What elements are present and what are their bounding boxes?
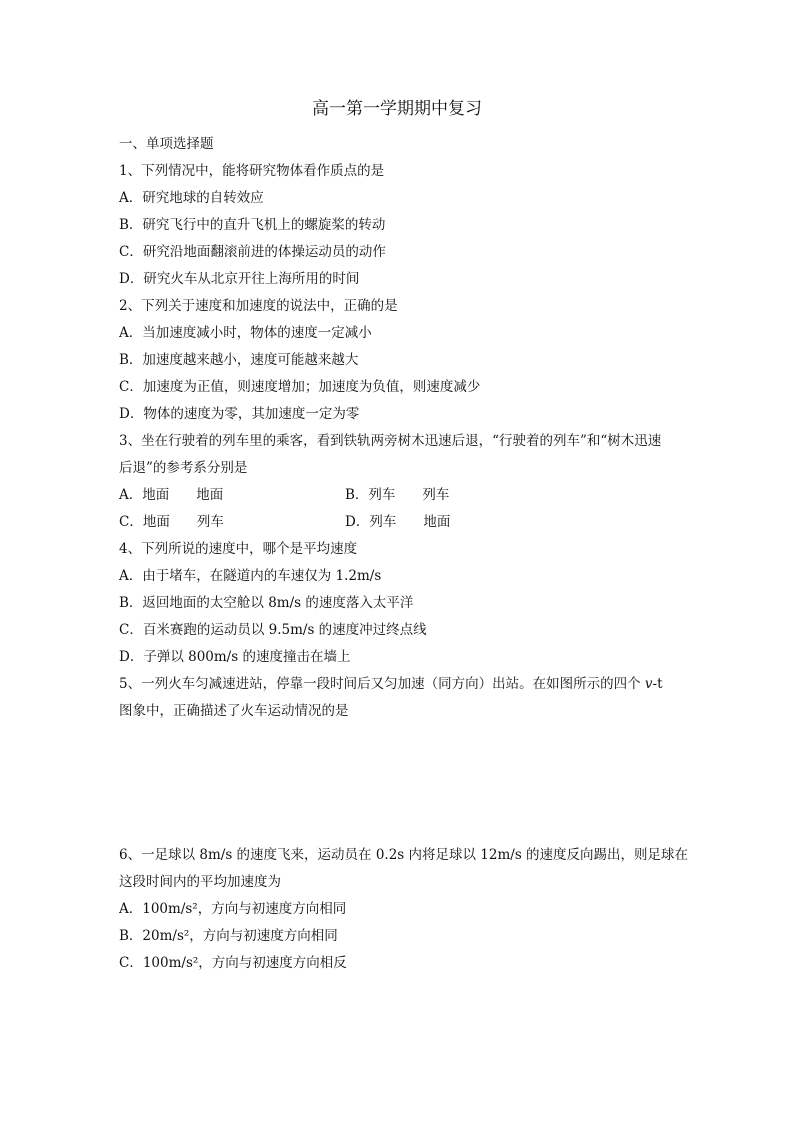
q5-stem-t: -t xyxy=(652,676,663,692)
page-title: 高一第一学期期中复习 xyxy=(312,99,482,119)
q3-option-d: D．列车 地面 xyxy=(345,514,451,530)
q6-stem-line2: 这段时间内的平均加速度为 xyxy=(119,874,281,890)
q3-options-row2 xyxy=(119,509,679,536)
q5-stem-v: v xyxy=(640,676,653,692)
q5-figure-placeholder xyxy=(119,725,679,842)
q5-stem-text: 5、一列火车匀减速进站，停靠一段时间后又匀加速（同方向）出站。在如图所示的四个 xyxy=(119,676,641,692)
q4-stem: 4、下列所说的速度中，哪个是平均速度 xyxy=(119,541,358,557)
q2-option-a: A．当加速度减小时，物体的速度一定减小 xyxy=(119,325,372,341)
q6-stem-line1: 6、一足球以 8m/s 的速度飞来，运动员在 0.2s 内将足球以 12m/s 的速度反向踢出，则足球在 xyxy=(119,847,689,863)
q3-stem-line2: 后退”的参考系分别是 xyxy=(119,460,248,476)
q1-option-b: B．研究飞行中的直升飞机上的螺旋桨的转动 xyxy=(119,217,386,233)
q1-option-a: A．研究地球的自转效应 xyxy=(119,190,264,206)
question-list xyxy=(119,131,689,977)
q2-option-d: D．物体的速度为零，其加速度一定为零 xyxy=(119,406,360,422)
q1-option-d: D．研究火车从北京开往上海所用的时间 xyxy=(119,271,360,287)
q2-option-c: C．加速度为正值，则速度增加；加速度为负值，则速度减少 xyxy=(119,379,481,395)
q3-option-c: C．地面 列车 xyxy=(119,514,224,530)
q5-stem-line2: 图象中，正确描述了火车运动情况的是 xyxy=(119,703,349,719)
q6-option-b: B．20m/s²，方向与初速度方向相同 xyxy=(119,928,338,944)
q4-option-d: D．子弹以 800m/s 的速度撞击在墙上 xyxy=(119,649,351,665)
q6-option-c: C．100m/s²，方向与初速度方向相反 xyxy=(119,955,347,971)
q1-option-c: C．研究沿地面翻滚前进的体操运动员的动作 xyxy=(119,244,386,260)
q4-option-b: B．返回地面的太空舱以 8m/s 的速度落入太平洋 xyxy=(119,595,414,611)
q3-stem-line1: 3、坐在行驶着的列车里的乘客，看到铁轨两旁树木迅速后退，“行驶着的列车”和“树木迅速 xyxy=(119,433,662,449)
section-heading: 一、单项选择题 xyxy=(119,136,214,152)
q3-option-a: A．地面 地面 xyxy=(119,487,224,503)
q4-option-c: C．百米赛跑的运动员以 9.5m/s 的速度冲过终点线 xyxy=(119,622,427,638)
q2-stem: 2、下列关于速度和加速度的说法中，正确的是 xyxy=(119,298,398,314)
q3-options-row1 xyxy=(119,482,679,509)
q3-option-b: B．列车 列车 xyxy=(345,487,450,503)
q2-option-b: B．加速度越来越小，速度可能越来越大 xyxy=(119,352,359,368)
q1-stem: 1、下列情况中，能将研究物体看作质点的是 xyxy=(119,163,385,179)
q5-stem-line1 xyxy=(119,671,679,698)
q6-option-a: A．100m/s²，方向与初速度方向相同 xyxy=(119,901,347,917)
q4-option-a: A．由于堵车，在隧道内的车速仅为 1.2m/s xyxy=(119,568,382,584)
